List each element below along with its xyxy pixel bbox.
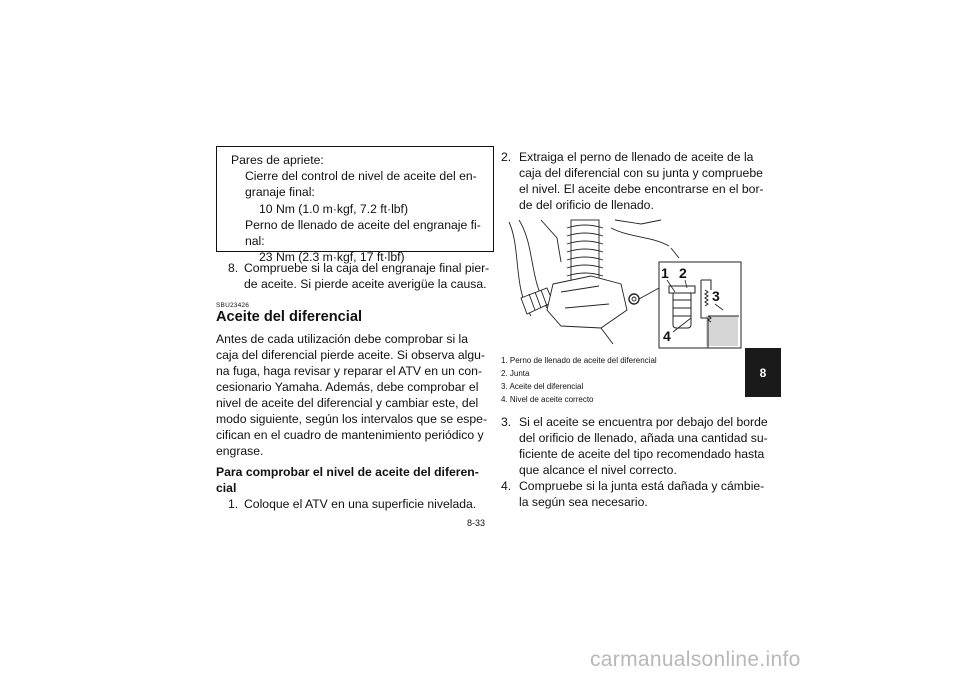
section-code: SBU23426 — [216, 302, 250, 309]
body-line: Antes de cada utilización debe comprobar si la — [216, 332, 469, 346]
body-line: cesionario Yamaha. Además, debe comprobar el — [216, 380, 479, 394]
section-heading: Aceite del diferencial — [216, 309, 362, 325]
step-3-line: que alcance el nivel correcto. — [519, 463, 677, 477]
step-1-text: Coloque el ATV en una superficie nivelada. — [244, 497, 477, 511]
chapter-tab: 8 — [745, 348, 781, 397]
subheading: Para comprobar el nivel de aceite del diferen- — [216, 465, 479, 479]
figure-caption: 3. Aceite del diferencial — [501, 382, 584, 391]
step-2-line: de del orificio de llenado. — [519, 198, 654, 212]
torque-line: granaje final: — [245, 185, 315, 200]
figure-caption: 1. Perno de llenado de aceite del diferencial — [501, 356, 657, 365]
differential-drawing — [501, 218, 743, 350]
step-2-line: el nivel. El aceite debe encontrarse en el bor- — [519, 182, 764, 196]
step-8-line: de aceite. Si pierde aceite averigüe la causa. — [244, 277, 487, 291]
callout-3: 3 — [712, 288, 720, 304]
torque-value: 23 Nm (2.3 m·kgf, 17 ft·lbf) — [259, 250, 405, 265]
step-4-line: Compruebe si la junta está dañada y cámbie- — [519, 479, 765, 493]
step-4-line: la según sea necesario. — [519, 495, 648, 509]
step-2-line: caja del diferencial con su junta y compruebe — [519, 166, 763, 180]
body-line: caja del diferencial pierde aceite. Si observa algu- — [216, 348, 485, 362]
step-3-line: Si el aceite se encuentra por debajo del borde — [519, 415, 768, 429]
torque-spec-box — [216, 146, 494, 265]
watermark: carmanualsonline.info — [590, 648, 801, 671]
step-3-number: 3. — [501, 415, 512, 429]
body-line: na fuga, haga revisar y reparar el ATV en un con- — [216, 364, 483, 378]
differential-illustration — [501, 218, 743, 350]
subheading: cial — [216, 481, 237, 495]
torque-line: Perno de llenado de aceite del engranaje fi- — [245, 217, 481, 232]
torque-line: nal: — [245, 234, 265, 249]
body-line: modo siguiente, según los intervalos que se espe- — [216, 412, 487, 426]
torque-title: Pares de apriete: — [231, 153, 324, 167]
step-1-number: 1. — [228, 497, 239, 511]
step-3-line: del orificio de llenado, añada una cantidad su- — [519, 431, 768, 445]
torque-line: Cierre del control de nivel de aceite del en- — [245, 169, 477, 184]
figure-caption: 4. Nivel de aceite correcto — [501, 395, 594, 404]
step-8-number: 8. — [228, 261, 239, 275]
callout-1: 1 — [661, 265, 669, 281]
callout-2: 2 — [679, 265, 687, 281]
step-2-line: Extraiga el perno de llenado de aceite de la — [519, 150, 754, 164]
step-2-number: 2. — [501, 150, 512, 164]
body-line: cifican en el cuadro de mantenimiento periódico y — [216, 428, 484, 442]
callout-4: 4 — [663, 328, 671, 344]
page-number: 8-33 — [467, 518, 486, 528]
torque-value: 10 Nm (1.0 m·kgf, 7.2 ft·lbf) — [259, 201, 408, 216]
step-3-line: ficiente de aceite del tipo recomendado hasta — [519, 447, 765, 461]
step-4-number: 4. — [501, 479, 512, 493]
body-line: nivel de aceite del diferencial y cambiar este, del — [216, 396, 479, 410]
step-8-line: Compruebe si la caja del engranaje final pier- — [244, 261, 490, 275]
body-line: engrase. — [216, 444, 264, 458]
figure-caption: 2. Junta — [501, 369, 530, 378]
